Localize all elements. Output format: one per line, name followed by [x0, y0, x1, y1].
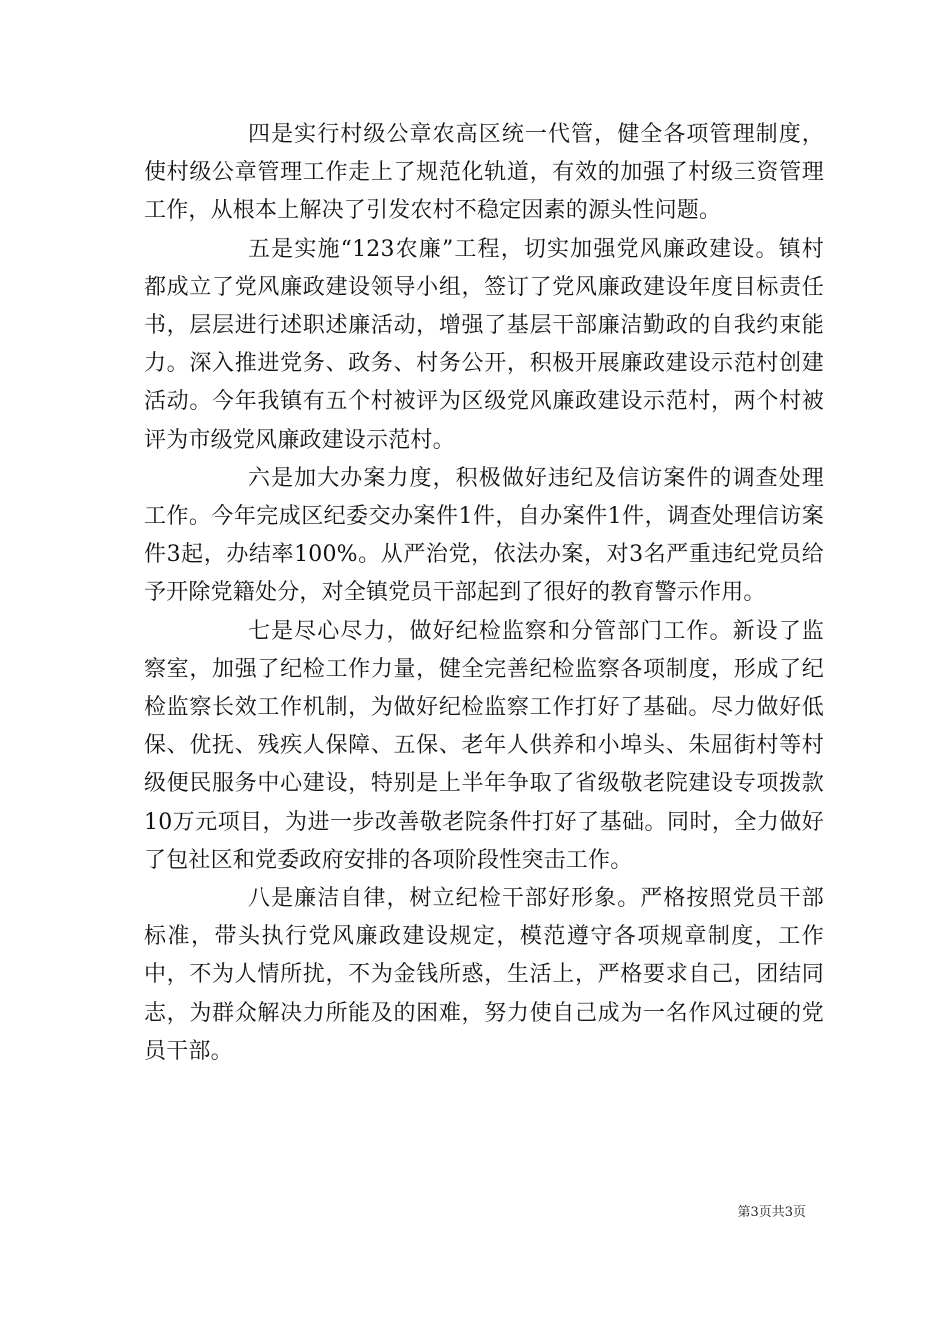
paragraph-item-6: 六是加大办案力度，积极做好违纪及信访案件的调查处理工作。今年完成区纪委交办案件1件，自办案件1件，调查处理信访案件3起，办结率100%。从严治党，依法办案，对3名严重违纪党员给予开除党籍处分，对全镇党员干部起到了很好的教育警示作用。	[144, 465, 824, 606]
paragraph-item-7: 七是尽心尽力，做好纪检监察和分管部门工作。新设了监察室，加强了纪检工作力量，健全完善纪检监察各项制度，形成了纪检监察长效工作机制，为做好纪检监察工作打好了基础。尽力做好低保、优抚、残疾人保障、五保、老年人供养和小埠头、朱屈街村等村级便民服务中心建设，特别是上半年争取了省级敬老院建设专项拨款10万元项目，为进一步改善敬老院条件打好了基础。同时，全力做好了包社区和党委政府安排的各项阶段性突击工作。	[144, 618, 824, 873]
page-number-footer: 第3页共3页	[737, 1205, 806, 1220]
document-body	[144, 116, 824, 1071]
paragraph-item-8: 八是廉洁自律，树立纪检干部好形象。严格按照党员干部标准，带头执行党风廉政建设规定，模范遵守各项规章制度，工作中，不为人情所扰，不为金钱所惑，生活上，严格要求自己，团结同志，为群众解决力所能及的困难，努力使自己成为一名作风过硬的党员干部。	[144, 886, 824, 1064]
paragraph-item-5: 五是实施“123农廉”工程，切实加强党风廉政建设。镇村都成立了党风廉政建设领导小组，签订了党风廉政建设年度目标责任书，层层进行述职述廉活动，增强了基层干部廉洁勤政的自我约束能力。深入推进党务、政务、村务公开，积极开展廉政建设示范村创建活动。今年我镇有五个村被评为区级党风廉政建设示范村，两个村被评为市级党风廉政建设示范村。	[144, 236, 824, 453]
paragraph-item-4: 四是实行村级公章农高区统一代管，健全各项管理制度，使村级公章管理工作走上了规范化轨道，有效的加强了村级三资管理工作，从根本上解决了引发农村不稳定因素的源头性问题。	[144, 122, 824, 224]
